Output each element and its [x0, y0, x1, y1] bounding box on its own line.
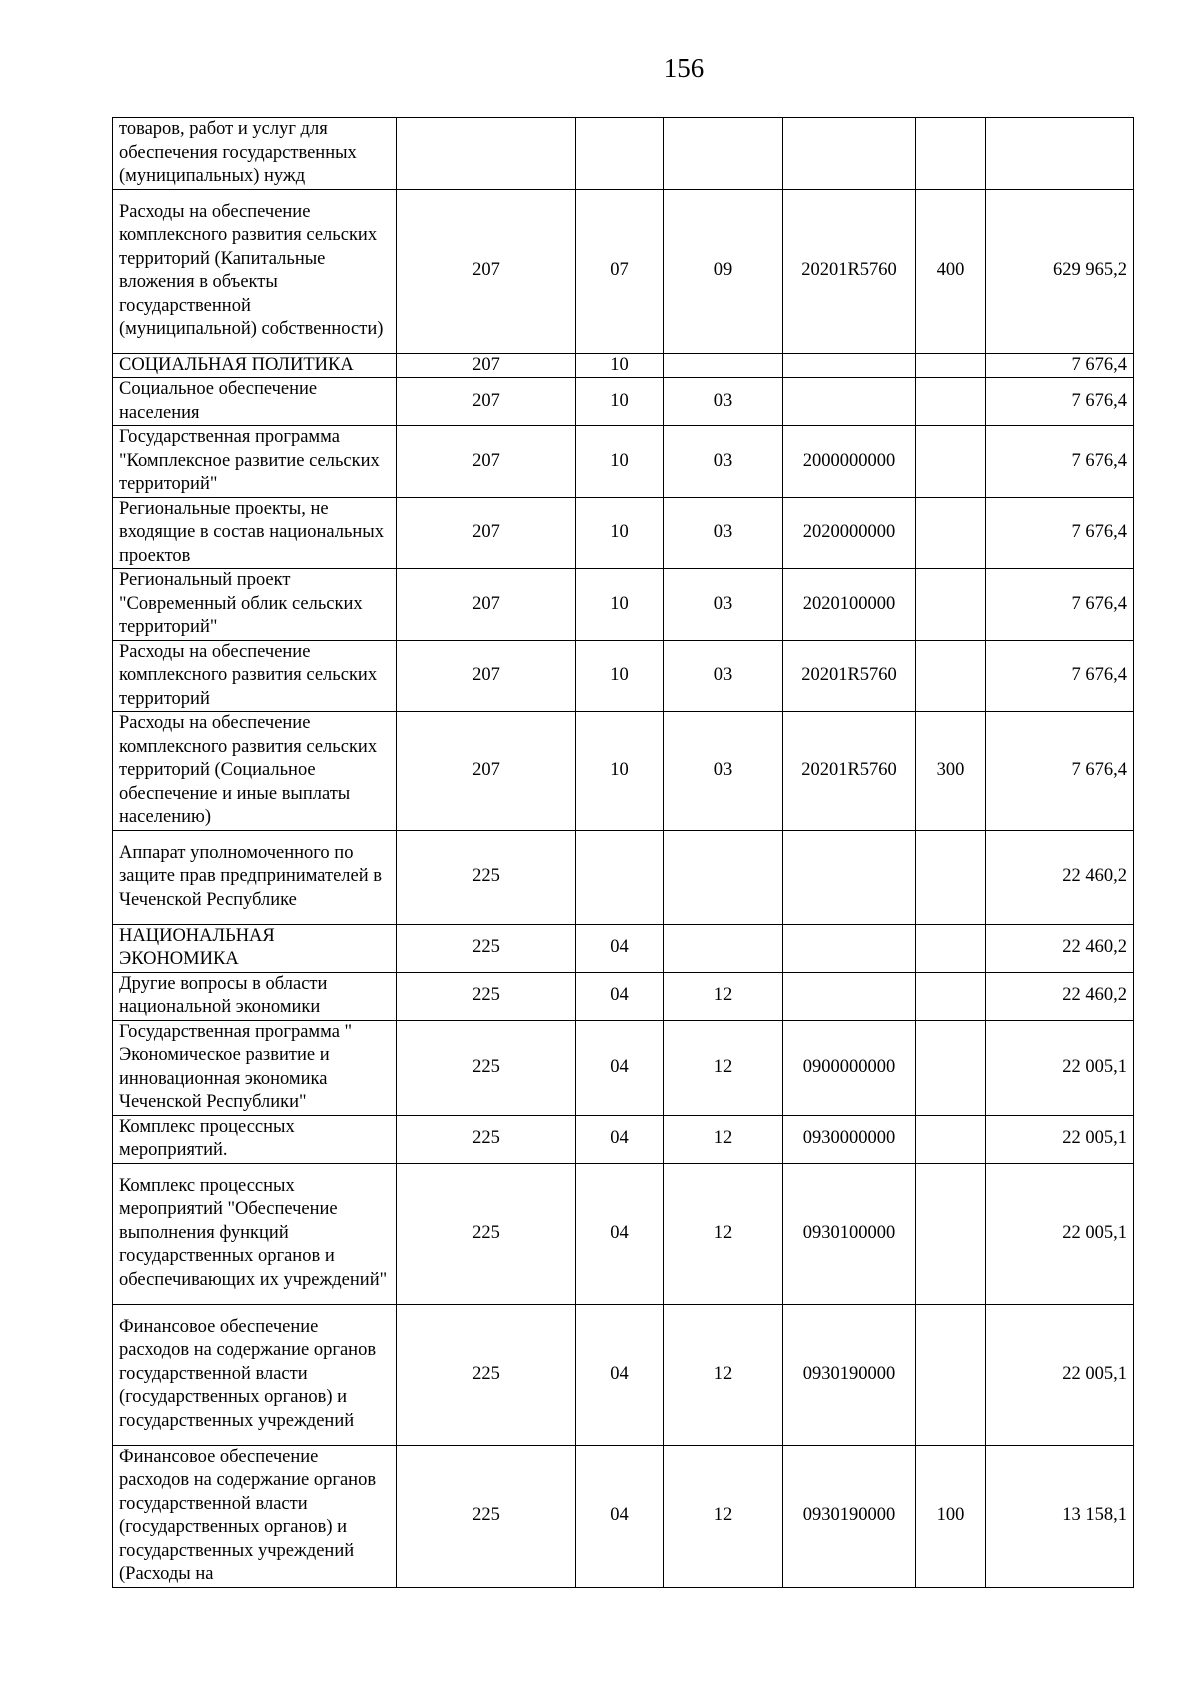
cell-target-item: 0930100000 — [783, 1163, 916, 1304]
cell-subsection: 09 — [664, 189, 783, 353]
cell-name: Другие вопросы в области национальной экономики — [113, 972, 397, 1020]
cell-department: 207 — [397, 569, 576, 641]
cell-name: Региональный проект "Современный облик сельских территорий" — [113, 569, 397, 641]
cell-name: Комплекс процессных мероприятий. — [113, 1115, 397, 1163]
table-row — [113, 426, 1134, 498]
table-row — [113, 569, 1134, 641]
cell-section: 07 — [576, 189, 664, 353]
cell-amount: 22 005,1 — [986, 1115, 1134, 1163]
cell-target-item — [783, 830, 916, 924]
cell-subsection — [664, 830, 783, 924]
cell-section: 10 — [576, 712, 664, 831]
cell-expense-type — [916, 924, 986, 972]
cell-expense-type: 300 — [916, 712, 986, 831]
cell-name: товаров, работ и услуг для обеспечения государственных (муниципальных) нужд — [113, 118, 397, 190]
cell-subsection: 12 — [664, 1020, 783, 1115]
cell-department: 225 — [397, 924, 576, 972]
cell-section: 10 — [576, 353, 664, 378]
table-row — [113, 118, 1134, 190]
cell-target-item — [783, 972, 916, 1020]
cell-expense-type — [916, 972, 986, 1020]
cell-amount: 629 965,2 — [986, 189, 1134, 353]
cell-subsection: 12 — [664, 1445, 783, 1587]
table-row — [113, 1020, 1134, 1115]
cell-expense-type — [916, 426, 986, 498]
cell-target-item: 2020100000 — [783, 569, 916, 641]
cell-target-item — [783, 924, 916, 972]
cell-subsection: 03 — [664, 378, 783, 426]
cell-target-item: 0930190000 — [783, 1445, 916, 1587]
cell-department: 225 — [397, 1115, 576, 1163]
cell-amount: 7 676,4 — [986, 712, 1134, 831]
cell-expense-type — [916, 1163, 986, 1304]
table-row — [113, 378, 1134, 426]
cell-target-item: 2000000000 — [783, 426, 916, 498]
cell-expense-type — [916, 353, 986, 378]
cell-target-item: 20201R5760 — [783, 640, 916, 712]
cell-subsection — [664, 353, 783, 378]
cell-subsection: 12 — [664, 1115, 783, 1163]
cell-department: 207 — [397, 426, 576, 498]
cell-subsection: 12 — [664, 972, 783, 1020]
cell-target-item: 0900000000 — [783, 1020, 916, 1115]
cell-amount: 7 676,4 — [986, 353, 1134, 378]
cell-expense-type — [916, 497, 986, 569]
cell-subsection: 03 — [664, 497, 783, 569]
cell-target-item — [783, 353, 916, 378]
cell-amount: 22 460,2 — [986, 972, 1134, 1020]
cell-department: 225 — [397, 972, 576, 1020]
cell-amount: 22 005,1 — [986, 1163, 1134, 1304]
table-row — [113, 1115, 1134, 1163]
table-row — [113, 640, 1134, 712]
cell-target-item: 20201R5760 — [783, 712, 916, 831]
cell-section: 10 — [576, 497, 664, 569]
cell-target-item: 20201R5760 — [783, 189, 916, 353]
cell-name: Расходы на обеспечение комплексного развития сельских территорий — [113, 640, 397, 712]
cell-department: 225 — [397, 1020, 576, 1115]
cell-expense-type — [916, 378, 986, 426]
cell-department: 207 — [397, 497, 576, 569]
cell-target-item: 0930000000 — [783, 1115, 916, 1163]
cell-department: 225 — [397, 1304, 576, 1445]
cell-subsection: 03 — [664, 569, 783, 641]
cell-expense-type — [916, 118, 986, 190]
table-row — [113, 353, 1134, 378]
cell-target-item — [783, 378, 916, 426]
table-row — [113, 972, 1134, 1020]
cell-name: Расходы на обеспечение комплексного развития сельских территорий (Социальное обеспечение и иные выплаты населению) — [113, 712, 397, 831]
cell-department: 207 — [397, 189, 576, 353]
cell-department: 207 — [397, 378, 576, 426]
cell-target-item — [783, 118, 916, 190]
cell-amount — [986, 118, 1134, 190]
cell-department: 225 — [397, 830, 576, 924]
cell-name: Социальное обеспечение населения — [113, 378, 397, 426]
table-row — [113, 1163, 1134, 1304]
cell-section: 04 — [576, 924, 664, 972]
cell-subsection: 03 — [664, 640, 783, 712]
cell-amount: 13 158,1 — [986, 1445, 1134, 1587]
cell-department — [397, 118, 576, 190]
table-row — [113, 189, 1134, 353]
cell-target-item: 2020000000 — [783, 497, 916, 569]
cell-expense-type: 400 — [916, 189, 986, 353]
cell-section: 04 — [576, 1020, 664, 1115]
cell-section: 10 — [576, 426, 664, 498]
cell-section — [576, 830, 664, 924]
page-number: 156 — [663, 53, 705, 83]
cell-expense-type — [916, 1115, 986, 1163]
cell-amount: 22 460,2 — [986, 830, 1134, 924]
cell-expense-type — [916, 569, 986, 641]
cell-amount: 7 676,4 — [986, 569, 1134, 641]
cell-department: 207 — [397, 353, 576, 378]
budget-table — [112, 117, 1134, 1588]
cell-expense-type: 100 — [916, 1445, 986, 1587]
cell-section — [576, 118, 664, 190]
cell-name: Расходы на обеспечение комплексного развития сельских территорий (Капитальные вложения в объекты государственной (муниципальной) собственности) — [113, 189, 397, 353]
cell-subsection: 03 — [664, 712, 783, 831]
cell-section: 04 — [576, 1163, 664, 1304]
cell-name: Финансовое обеспечение расходов на содержание органов государственной власти (государственных органов) и государственных учреждений — [113, 1304, 397, 1445]
budget-table-body — [113, 118, 1134, 1588]
cell-expense-type — [916, 1304, 986, 1445]
cell-subsection: 03 — [664, 426, 783, 498]
cell-subsection — [664, 118, 783, 190]
table-row — [113, 830, 1134, 924]
cell-name: НАЦИОНАЛЬНАЯ ЭКОНОМИКА — [113, 924, 397, 972]
cell-amount: 7 676,4 — [986, 640, 1134, 712]
table-row — [113, 497, 1134, 569]
cell-subsection: 12 — [664, 1304, 783, 1445]
cell-expense-type — [916, 640, 986, 712]
cell-department: 207 — [397, 640, 576, 712]
table-row — [113, 1304, 1134, 1445]
cell-name: Аппарат уполномоченного по защите прав предпринимателей в Чеченской Республике — [113, 830, 397, 924]
cell-name: СОЦИАЛЬНАЯ ПОЛИТИКА — [113, 353, 397, 378]
cell-section: 04 — [576, 972, 664, 1020]
cell-subsection — [664, 924, 783, 972]
cell-expense-type — [916, 1020, 986, 1115]
cell-department: 225 — [397, 1445, 576, 1587]
cell-amount: 7 676,4 — [986, 426, 1134, 498]
cell-department: 207 — [397, 712, 576, 831]
cell-amount: 22 005,1 — [986, 1304, 1134, 1445]
cell-amount: 22 005,1 — [986, 1020, 1134, 1115]
cell-section: 10 — [576, 378, 664, 426]
cell-section: 10 — [576, 640, 664, 712]
cell-name: Комплекс процессных мероприятий "Обеспечение выполнения функций государственных органов и обеспечивающих их учреждений" — [113, 1163, 397, 1304]
cell-section: 04 — [576, 1304, 664, 1445]
cell-target-item: 0930190000 — [783, 1304, 916, 1445]
cell-section: 04 — [576, 1115, 664, 1163]
cell-amount: 7 676,4 — [986, 378, 1134, 426]
cell-amount: 7 676,4 — [986, 497, 1134, 569]
table-row — [113, 1445, 1134, 1587]
table-row — [113, 712, 1134, 831]
cell-expense-type — [916, 830, 986, 924]
cell-department: 225 — [397, 1163, 576, 1304]
table-row — [113, 924, 1134, 972]
cell-amount: 22 460,2 — [986, 924, 1134, 972]
cell-section: 10 — [576, 569, 664, 641]
cell-name: Региональные проекты, не входящие в состав национальных проектов — [113, 497, 397, 569]
cell-name: Государственная программа "Комплексное развитие сельских территорий" — [113, 426, 397, 498]
cell-section: 04 — [576, 1445, 664, 1587]
cell-name: Государственная программа " Экономическое развитие и инновационная экономика Чеченской Республики" — [113, 1020, 397, 1115]
cell-name: Финансовое обеспечение расходов на содержание органов государственной власти (государственных органов) и государственных учреждений (Расходы на — [113, 1445, 397, 1587]
cell-subsection: 12 — [664, 1163, 783, 1304]
